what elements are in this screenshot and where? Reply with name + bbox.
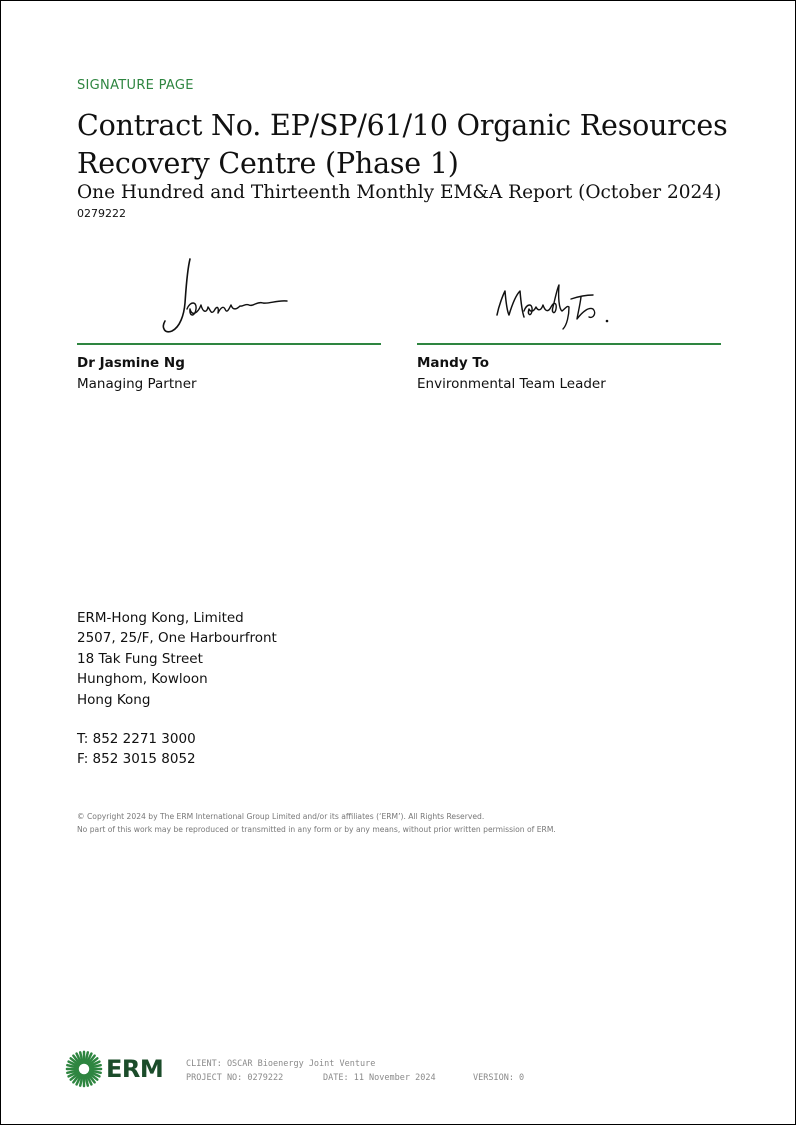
copyright-line: © Copyright 2024 by The ERM International Group Limited and/or its affiliates (‘ERM’). All Rights Reserved. <box>77 812 485 821</box>
footer-project-no: PROJECT NO: 0279222 <box>186 1073 284 1083</box>
footer-client: CLIENT: OSCAR Bioenergy Joint Venture <box>186 1059 376 1069</box>
project-number: 0279222 <box>77 207 126 220</box>
copyright-notice <box>77 810 556 836</box>
erm-sunburst-icon <box>65 1050 103 1088</box>
fax-number: F: 852 3015 8052 <box>77 751 196 768</box>
address-line: Hong Kong <box>77 691 151 708</box>
footer-metadata <box>186 1057 524 1085</box>
signature-line <box>77 343 381 345</box>
footer-version: VERSION: 0 <box>473 1073 525 1083</box>
address-line: 18 Tak Fung Street <box>77 650 203 667</box>
signatory-role: Environmental Team Leader <box>417 376 606 392</box>
footer-date: DATE: 11 November 2024 <box>323 1073 436 1083</box>
telephone-number: T: 852 2271 3000 <box>77 731 196 747</box>
company-address <box>77 608 277 710</box>
copyright-line: No part of this work may be reproduced or transmitted in any form or by any means, without prior written permission of ERM. <box>77 825 556 834</box>
signatory-name: Mandy To <box>417 355 490 371</box>
erm-logo <box>65 1049 175 1089</box>
signatory-name: Dr Jasmine Ng <box>77 355 185 371</box>
signatory-block-left <box>77 251 381 392</box>
address-line: Hunghom, Kowloon <box>77 671 208 688</box>
document-title: Contract No. EP/SP/61/10 Organic Resources Recovery Centre (Phase 1) <box>77 109 728 180</box>
address-line: 2507, 25/F, One Harbourfront <box>77 630 277 647</box>
footer-row <box>186 1071 524 1085</box>
address-line: ERM-Hong Kong, Limited <box>77 610 244 626</box>
signatory-role: Managing Partner <box>77 376 197 392</box>
signature-mandy-to <box>417 251 721 341</box>
contact-details <box>77 729 196 770</box>
signatory-block-right <box>417 251 721 392</box>
signature-jasmine-ng <box>77 251 381 341</box>
signature-line <box>417 343 721 345</box>
document-subtitle: One Hundred and Thirteenth Monthly EM&A Report (October 2024) <box>77 182 722 203</box>
section-label: SIGNATURE PAGE <box>77 78 194 93</box>
erm-logo-text: ERM <box>106 1055 164 1083</box>
